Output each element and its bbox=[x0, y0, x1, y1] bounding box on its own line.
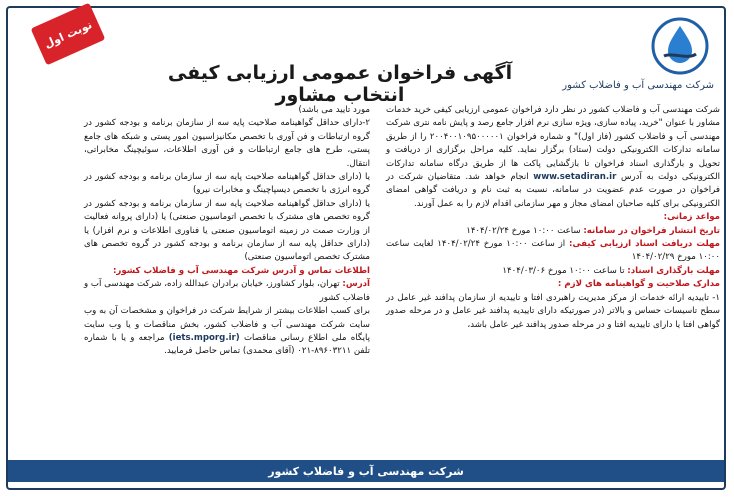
water-drop-logo-icon bbox=[650, 16, 710, 76]
more-info: برای کسب اطلاعات بیشتر از شرایط شرکت در فراخوان و مشخصات آن به وب سایت شرکت مهندسی آب و فاضلاب کشور، بخش مناقصات و یا وب سایت پایگاه ملی اطلاع رسانی مناقصات (iets.mporg.ir) مراجعه و یا با شماره تلفن ۸۹۶۰۳۲۱۱-۰۲۱ (آقای محمدی) تماس حاصل فرمایید. bbox=[84, 306, 370, 357]
requirement-item-1-cont: مورد تایید می باشد) bbox=[298, 105, 370, 115]
intro-text: شرکت مهندسی آب و فاضلاب کشور در نظر دارد فراخوان عمومی ارزیابی کیفی خرید خدمات مشاور با عنوان "خرید، پیاده سازی، ویژه سازی نرم افزار جامع رصد و پایش نامه نتری شرکت مهندسی آب و فاضلاب کشور (فاز اول)" و شماره فراخوان ۲۰۰۴۰۰۱۰۹۵۰۰۰۰۰۱ را از طریق سامانه تدارکات الکترونیکی دولت (ستاد) برگزار نماید. کلیه مراحل برگزاری از دریافت و تحویل و بارگذاری اسناد فراخوان تا بازگشایی پاکت ها از طریق درگاه سامانه تدارکات الکترونیکی دولت به آدرس www.setadiran.ir انجام خواهد شد. متقاضیان شرکت در فراخوان در صورت عدم عضویت در سامانه، نسبت به ثبت نام و دریافت گواهی امضای الکترونیکی برای کلیه صاحبان امضای مجاز و مهر سازمانی اقدام لازم را به عمل آورند. bbox=[386, 105, 720, 209]
left-column bbox=[84, 104, 370, 359]
receive-deadline: مهلت دریافت اسناد ارزیابی کیفی: از ساعت ۱۰:۰۰ مورخ ۱۴۰۴/۰۲/۲۴ لغایت ساعت ۱۰:۰۰ مورخ ۱۴۰۴/۰۲/۲۹ bbox=[386, 239, 720, 263]
requirement-item-2: ۲-دارای حداقل گواهینامه صلاحیت پایه سه از سازمان برنامه و بودجه کشور در گروه ارتباطات و فن آوری با تخصص مکانیزاسیون امور پستی و شبکه های جامع پستی، طرح های جامع ارتباطات و فن آوری اطلاعات، سوئیچینگ مخابراتی، انتقال. bbox=[84, 118, 370, 169]
upload-deadline: مهلت بارگذاری اسناد: تا ساعت ۱۰:۰۰ مورخ ۱۴۰۴/۰۳/۰۶ bbox=[502, 265, 720, 276]
requirement-item-1: ۱- تاییدیه ارائه خدمات از مرکز مدیریت راهبردی افتا و تاییدیه از سازمان پدافند غیر عامل در سطح تاسیسات حساس و بالاتر (در صورتیکه دارای تاییدیه پدافند غیر عامل و در مرحله صدور گواهی افتا یا دارای تاییدیه افتا و در مرحله صدور پدافند غیر عامل باشد، bbox=[386, 292, 720, 330]
org-name: شرکت مهندسی آب و فاضلاب کشور bbox=[562, 80, 714, 91]
contact-heading: اطلاعات تماس و آدرس شرکت مهندسی آب و فاضلاب کشور: bbox=[112, 265, 370, 276]
right-column bbox=[386, 104, 720, 332]
requirement-alt-1: یا (دارای حداقل گواهینامه صلاحیت پایه سه از سازمان برنامه و بودجه کشور در گروه انرژی با تخصص دیسپاچینگ و مخابرات نیرو) bbox=[84, 172, 370, 196]
iets-link[interactable]: (iets.mporg.ir) bbox=[168, 332, 240, 343]
docs-heading: مدارک صلاحیت و گواهینامه های لازم : bbox=[557, 279, 720, 290]
dates-heading: مواعد زمانی: bbox=[663, 212, 720, 223]
page-title: آگهی فراخوان عمومی ارزیابی کیفی انتخاب مشاور bbox=[167, 62, 513, 106]
first-round-badge: نوبت اول bbox=[31, 3, 106, 66]
address: آدرس: تهران، بلوار کشاورز، خیابان برادران عبدالله زاده، شرکت مهندسی آب و فاضلاب کشور bbox=[84, 279, 371, 303]
requirement-alt-2: یا (دارای حداقل گواهینامه صلاحیت پایه سه از سازمان برنامه و بودجه کشور در گروه تخصص های مشترک با تخصص اتوماسیون صنعتی) یا (دارای پروانه فعالیت از وزارت صمت در زمینه اتوماسیون صنعتی یا فناوری اطلاعات و نرم افزار) یا (دارای حداقل پایه سه از سازمان برنامه و بودجه کشور در گروه تخصص های مشترک تخصص اتوماسیون صنعتی) bbox=[84, 198, 370, 263]
footer-banner: شرکت مهندسی آب و فاضلاب کشور bbox=[8, 460, 724, 482]
publish-date: تاریخ انتشار فراخوان در سامانه: ساعت ۱۰:۰۰ مورخ ۱۴۰۴/۰۲/۲۴ bbox=[466, 225, 720, 236]
setadiran-link[interactable]: www.setadiran.ir bbox=[533, 172, 617, 183]
